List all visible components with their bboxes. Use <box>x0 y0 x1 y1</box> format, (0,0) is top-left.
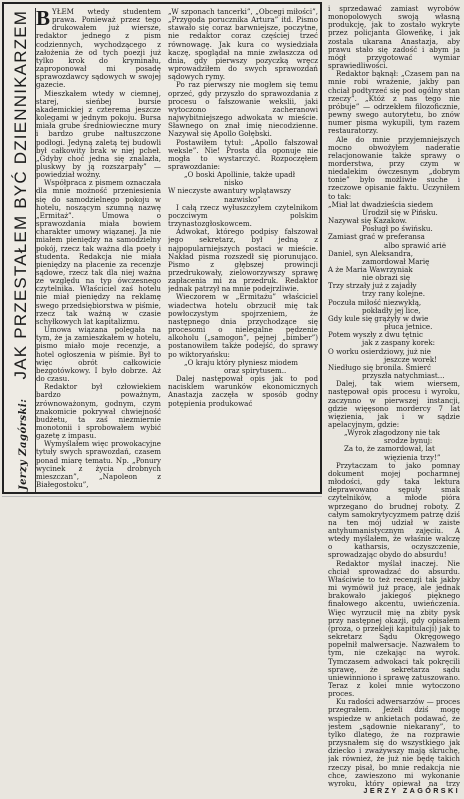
poem-line: „Wyrok złagodzony nie tak <box>344 428 440 438</box>
poem-line: nisko <box>224 178 244 188</box>
paragraph: Dalej następował opis jak to pod nacisklem warunków ekonomicznych Anastazja zaczęła w sposób godny potępienia produkować <box>168 374 318 408</box>
author-name: Jerzy Zagórski: <box>18 398 29 491</box>
poem-line: Daniel, syn Aleksandra, <box>328 248 413 258</box>
poem-line: Gdy kule się grążyły w dwie <box>328 313 429 323</box>
poem-line: W nieczyste awantury wplątawszy <box>168 186 292 196</box>
vertical-title <box>8 10 34 490</box>
poem-line: trzy rany kolejne. <box>362 289 425 299</box>
poem-line: Nazywał się Kazakow. <box>328 216 407 226</box>
poem-line: Niedługo się bronila. Śmierć <box>328 362 431 372</box>
poem-line: zamordował Marię <box>362 256 430 266</box>
poem-line: jeszcze worek! <box>384 354 438 364</box>
poem-line: Zamiast grać w preferansa <box>328 232 425 242</box>
poem-line: albo sprawić ariė <box>384 240 447 250</box>
paragraph: I całą rzecz wyłuszczyłem czytelnikom poczciwym polskim trzynastozgłoskowcem. <box>168 202 318 229</box>
poem-line: przyszła natychmiast... <box>362 371 445 381</box>
paragraph: Przytaczam to jako pomnay dokument mojej pocharmnej młodości, gdy taka lektura deprawowano sępuły smak czytelników, a młode pióra wprzegano do brudnej roboty. Z całym samokrytycyzmem patrzę dziś na ten mój udział w zaiste antyhumanistycznym zajęciu. A wtedy myślałem, że właśnie walczę o katharsis, oczyszczenie, sprowadzając obydo do absurdu! <box>328 460 460 560</box>
paragraph: Adwokat, którego podpisy fałszował jego sekretarz, był jedną z najpopularniejszych postaci w mieście. Nakład pisma rozszedł się piorunująco. Pismo z głębszej prowincji przedrukowały, zieloworzywszy sprawę zapłacenia mi za przedruk. Redaktor jednak patrzył na mnie podejrzliwie. <box>168 227 318 294</box>
paragraph: BYŁEM wtedy studentem prawa. Ponieważ przez tego drukowałem już wiersze, redaktor jednego z pism codziennych, wychodzącego z założenia że od tych poezji już tylko krok do kryminału, zaproponował mi posadę sprawozdawcy sądowych w swojej gazecie. <box>36 8 161 90</box>
poem-fragment <box>168 171 318 204</box>
poem-block <box>328 201 460 380</box>
paragraph: Mieszkałem wtedy w ciemnej, starej, sieńbej bursie akademickiej z czterema jeszcze kolegami w jednym pokoju. Bursa miała grube średniowieczne mury i bardzo grube nałtuszczone podłogi. Jedyną zaletą tej budowli był całkowity brak w niej pcheł. „Gdyby choć jedna się znalazła, pluskwy by ją rozszarpały” — powiedział woźny. <box>36 88 161 180</box>
poem-fragment <box>168 359 318 375</box>
poem-block <box>328 429 460 462</box>
poem-line: jak z zaspany korek: <box>362 338 436 348</box>
column-2 <box>168 8 318 490</box>
poem-line: Za to, że zamordował, lat <box>344 444 435 454</box>
paragraph: Umowa wiązana polegała na tym, że ja zamieszkałem w hotelu, pismo miało moje recenzje, a hotel ogłoszenia w piśmie. Był to więc obrót całkowicie bezgotówkowy. I było dobrze. Aż do czasu. <box>36 325 161 384</box>
paragraph: Redaktor myślał inaczej. Nie chciał sprowadzać do absurdu. Właściwie to też recenzji tak jakby mi wymówił już pracę, ale jednak brakowało jakiegoś pięknego finałowego akcentu, uwieńczenia. Więc wyrzucił mię na zbity pysk przy następnej okazji, gdy opisałem (proza, o przekleji kapitulacji) jak to sekretarz Sądu Okręgowego popełnił malwersacje. Nazwałem to tym, nie czekając na wyrok. Tymczasem adwokaci tak pokręcili sprawę, że sekretarza sądu uniewinniono i sprawę zatuszowano. Teraz z kolei mnie wytoczono proces. <box>328 558 460 699</box>
paragraph: Ku radości adwersarzów — proces przegrałem. Jeżeli dziś mogę wspiedze w ankietach podawać, że jestem „sądownie niekarany”, to tylko dlatego, że na rozprawie przysnałem się do wszystkiego jak dziecko i zważywszy mają skruchę, jak również, że już nie będę takich rzeczy pisał, bo mnie redakcja nie chce, zawieszono mi wykonanie wyroku, który opiewał na trzy <box>328 697 460 787</box>
paragraph: Wymyślałem więc prowokacyjne tytuły swych sprawozdań, czasem ponad miarę tematu. Np. „Ponury wycinek z życia drobnych mieszczan”, „Napoleon z Białegostoku”, <box>36 439 161 490</box>
column-1 <box>36 8 161 490</box>
poem-line: płuca jetnice. <box>384 322 433 332</box>
paragraph: Dalej, tak wiem wiersem, następował opis procesu i wyroku, zaczynno w pierwszej instancji, gdzie więęsono mordercy 7 lat więzienia, jak i w sądzie apelacyjnym, gdzie: <box>328 379 460 429</box>
paragraph: Współpraca z pismem oznaczała dla mnie możność przeniesienia się do samodzielnego pokoju w hotelu, noszącym szumną nazwę „Ermitaż”. Umowa o sprawozdania miała bowiem charakter umowy wiązanej. Ja nie miałem pieniędzy na samodzielny pokój, rzecz tak ważna dla poety i studenta. Redakcja nie miała pieniędzy na płacenie za recenzje sądowe, rzecz tak dla niej ważna ze względu na typ ówczesnego czytelnika. Właściciel zaś hotelu nie miał pieniędzy na reklamę swego przedsiębiorstwa w piśmie, rzecz tak ważną w czasie schyłkowych lat kapitalizmu. <box>36 178 161 326</box>
poem-line: pokładły jej lice, <box>362 305 421 315</box>
paragraph: „W szponach tancerki”, „Obcegi miłości”, „Przygoda porucznika Artura” itd. Pismo stawało się coraz barwniejsze, poczytne, nie redaktor coraz częściej trzeć równowagę. Jak kura co wysiedziała kaczę, spoglądał na mnie zwłaszcza od dnia, gdy pierwszy pozyczką wręcz wprowadziłem do swych sprawozdań sądowych rymy. <box>168 8 318 82</box>
poem-line: nie obrazi się <box>362 273 411 283</box>
paragraph: Po raz pierwszy nie mogłem się temu oprzeć, gdy przyszło do sprawozdania z procesu o fałszowanie wekslii, jaki wytoczono zacheranowi najwybitniejszego adwokata w mieście. Sławnego on znał imię niecodzienne. Nazywał się Apollo Gołębski. <box>168 80 318 139</box>
vertical-title-text <box>11 10 31 490</box>
section-rule <box>2 496 322 497</box>
poem-line: oraz spirytusem.. <box>224 365 287 375</box>
drop-cap: B <box>36 8 51 30</box>
paragraph: Redaktor bąknął: „Czasem pan na mnie robi wrażenie, jakby pan chciał podtyrzeć się pod ogólny stan rzeczy”. „Któż z nas tego nie próbuje” — odrzekłem filozoficznie, pewny swego autorytetu, bo znów numer pisma wykupili, tym razem restauratorzy. <box>328 69 460 136</box>
poem-line: nazwisko” <box>224 194 261 204</box>
poem-line: więzienia trzy!” <box>384 452 441 462</box>
paragraph: Ale do mnie przyjemniejszych mocno obwożyłem naderatie relacjonowanie także sprawy o morderstwa, przy czym w niedalekim ówczesnym „dobrym tonie” było możliwie suche i rzeczowe opisanie faktu. Uczyniłem to tak: <box>328 134 460 201</box>
poem-line: „O boski Apollinie, także upadł <box>184 170 296 180</box>
poem-line: „Miał lat dwadzieścia siedem <box>328 199 434 209</box>
poem-line: Potem wyszły z dwu tętnic <box>328 330 423 340</box>
author-signature: JERZY ZAGÓRSKI <box>363 786 460 795</box>
headline: JAK PRZESTAŁEM BYĆ DZIENNIKARZEM <box>11 9 30 380</box>
column-3 <box>328 5 460 787</box>
poem-line: Posługł po świńsku. <box>362 224 433 234</box>
poem-line: Urodził się w Pińsku. <box>362 207 438 217</box>
poem-line: Poczuła miłość niezwykłą, <box>328 297 422 307</box>
poem-line: O worku osierdziowy, już nie <box>328 346 431 356</box>
poem-line: „O kraju który płyniesz miodem <box>184 357 299 367</box>
paragraph: Redaktor był człowiekiem bardzo poważnym, zrównoważonym, godnym, czym znakomicie pokrywał chwiejność budżetu, ta zaś niezmiernie monotonii i sprobowałem wybić gazetę z impasu. <box>36 382 161 441</box>
paragraph: Wieczorem w „Ermitażu” właściciel wiadectwa hotelu obrzucił mię tak powłoczystym spojrzeniem, że następnego dnia przychodzące się procesomi o nielegalne pędzenie alkoholu („samogon”, pejnej „bimber”) postanowiłem także podejść, do sprawy po wiktoryańsku: <box>168 292 318 359</box>
poem-line: Trzy strzały już z zajadły <box>328 281 417 291</box>
paragraph: i sprzedawać zamiast wyrobów monopolowych swoją własną produkcję, jak to zostało wykryte przez policjanta Gloweńkę, i jak zostala ukarana Anastazja, aby prawu stało się zadość i abym ja mógł przygotować wymiar sprawiedliwości. <box>328 5 460 71</box>
poem-line: srodze bynuj: <box>384 436 433 446</box>
poem-line: A że Maria Wawrzyniak <box>328 265 413 274</box>
paragraph: Postawiłem tytuł: „Apollo fałszował weksle”. Nie! Prosta dla oponuje nie mogła to wystarczyć. Rozpoczęłem sprawozdanie: <box>168 137 318 171</box>
